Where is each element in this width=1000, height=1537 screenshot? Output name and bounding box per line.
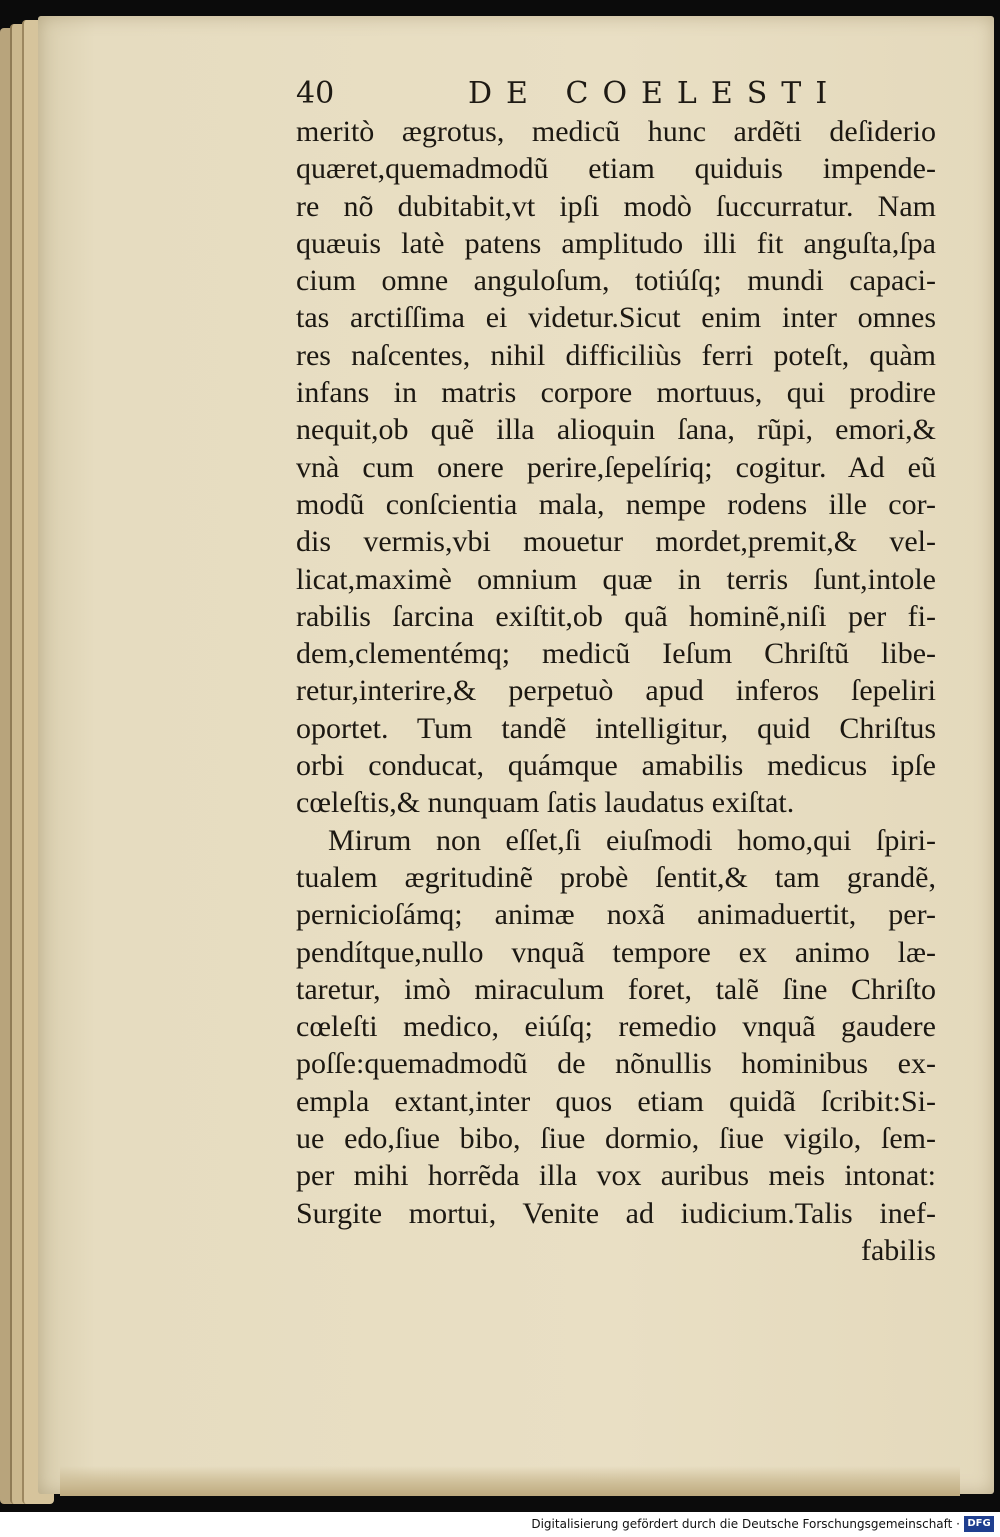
text-line: nequit,ob quẽ illa alioquin ſana, rũpi, emori,& [296, 413, 936, 447]
text-line: pendítque,nullo vnquã tempore ex animo læ- [296, 935, 936, 969]
text-line: cœleſti medico, eiúſq; remedio vnquã gaudere [296, 1010, 936, 1044]
text-line: quæret,quemadmodũ etiam quiduis impende- [296, 152, 936, 186]
text-line: dis vermis,vbi mouetur mordet,premit,& vel- [296, 525, 936, 559]
text-line: modũ conſcientia mala, nempe rodens ille cor- [296, 487, 936, 521]
text-line: res naſcentes, nihil difficiliùs ferri poteſt, quàm [296, 338, 936, 372]
text-line: rabilis ſarcina exiſtit,ob quã hominẽ,niſi per fi- [296, 599, 936, 633]
body-text [296, 113, 936, 1269]
text-line: ue edo,ſiue bibo, ſiue dormio, ſiue vigilo, ſem- [296, 1122, 936, 1156]
text-line: per mihi horrẽda illa vox auribus meis intonat: [296, 1159, 936, 1193]
text-line: orbi conducat, quámque amabilis medicus ipſe [296, 749, 936, 783]
page-bottom-wear [60, 1466, 960, 1496]
text-line: taretur, imò miraculum foret, talẽ ſine Chriſto [296, 972, 936, 1006]
text-line: Surgite mortui, Venite ad iudicium.Talis inef- [296, 1196, 936, 1230]
text-line: Mirum non eſſet,ſi eiuſmodi homo,qui ſpiri- [328, 823, 936, 857]
text-line: meritò ægrotus, medicũ hunc ardẽti deſiderio [296, 115, 936, 148]
text-line: cium omne anguloſum, totiúſq; mundi capaci- [296, 264, 936, 298]
running-head [296, 74, 936, 114]
text-line: re nõ dubitabit,vt ipſi modò ſuccurratur. Nam [296, 189, 936, 223]
text-line: dem,clementémq; medicũ Ieſum Chriſtũ libe- [296, 637, 936, 671]
text-line: oportet. Tum tandẽ intelligitur, quid Chriſtus [296, 711, 936, 745]
text-line: licat,maximè omnium quæ in terris ſunt,intole [296, 562, 936, 596]
text-line: cœleſtis,& nunquam ſatis laudatus exiſtat. [296, 786, 795, 820]
text-line: tas arctiſſima ei videtur.Sicut enim inter omnes [296, 301, 936, 335]
text-line: empla extant,inter quos etiam quidã ſcribit:Si- [296, 1084, 936, 1118]
catchword: fabilis [861, 1233, 936, 1267]
text-line: retur,interire,& perpetuò apud inferos ſepeliri [296, 674, 936, 708]
dfg-logo: DFG [964, 1516, 994, 1532]
text-line: vnà cum onere perire,ſepelíriq; cogitur. Ad eũ [296, 450, 936, 484]
text-line: infans in matris corpore mortuus, qui prodire [296, 376, 936, 410]
text-line: poſſe:quemadmodũ de nõnullis hominibus ex- [296, 1047, 936, 1081]
text-line: pernicioſámq; animæ noxã animaduertit, per- [296, 898, 936, 932]
funding-credit: Digitalisierung gefördert durch die Deutsche Forschungsgemeinschaft · [531, 1517, 960, 1531]
text-line: quæuis latè patens amplitudo illi fit anguſta,ſpa [296, 226, 936, 260]
running-title: DE COELESTI [468, 76, 842, 111]
page-number: 40 [296, 76, 335, 111]
footer-bar [0, 1512, 1000, 1537]
text-line: tualem ægritudinẽ probè ſentit,& tam grandẽ, [296, 860, 936, 894]
